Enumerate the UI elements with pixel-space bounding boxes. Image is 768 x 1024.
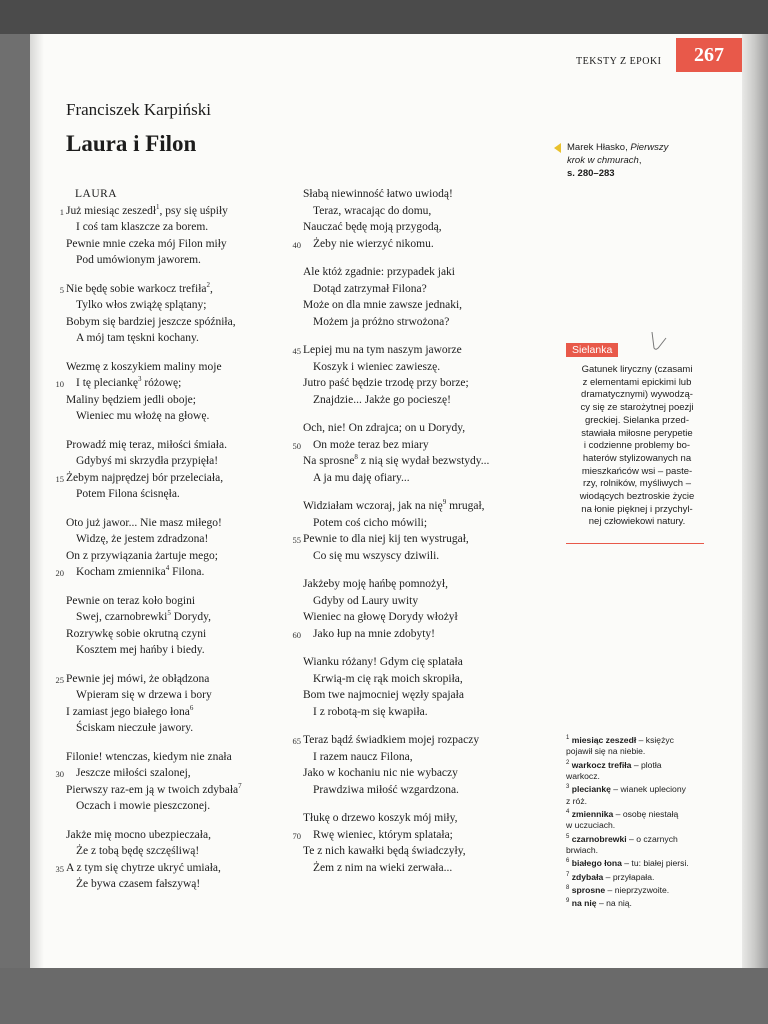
line-text: Już miesiąc zeszedł	[66, 204, 157, 217]
line-text: Jeszcze miłości szalonej,	[76, 767, 191, 779]
footnote-number: 1	[566, 735, 570, 741]
line-text: I zamiast jego białego łona	[66, 705, 190, 718]
stanza	[303, 264, 553, 330]
line-text: Prawdziwa miłość wzgardzona.	[313, 783, 459, 796]
poem-line	[303, 515, 553, 532]
poem-line	[66, 782, 306, 799]
footnote-continuation: pojawił się na niebie.	[566, 746, 646, 757]
poem-line	[66, 330, 306, 347]
footnote-term: pleciankę	[569, 784, 611, 795]
line-text: Wieniec mu włożę na głowę.	[76, 410, 210, 422]
definition-line: wiodących beztroskie życie	[579, 491, 695, 503]
footnote-definition: – przyłapała.	[603, 871, 655, 882]
poem-line	[55, 375, 306, 392]
poem-line	[303, 704, 553, 721]
poem-line	[303, 576, 553, 593]
stanza	[55, 359, 306, 425]
line-text: Jako łup na mnie zdobyty!	[313, 627, 436, 640]
line-text: Lepiej mu na tym naszym jaworze	[303, 344, 462, 356]
footnote	[566, 856, 716, 869]
footnote-ref: 4	[165, 564, 170, 573]
running-head: TEKSTY Z EPOKI	[576, 56, 662, 67]
line-text: Na sprosne	[303, 455, 355, 467]
page-edge	[742, 34, 768, 968]
line-text: Gdybyś mi skrzydła przypięła!	[76, 455, 219, 467]
line-text: Pod umówionym jaworem.	[76, 254, 201, 266]
poem-line	[66, 593, 306, 610]
line-text: Słabą niewinność łatwo uwiodą!	[303, 188, 453, 200]
line-text: A z tym się chytrze ukryć umiała,	[66, 861, 221, 874]
line-text: Co się mu wszyscy dziwili.	[313, 549, 440, 562]
footnote-definition: – nieprzyzwoite.	[605, 884, 670, 895]
footnote-term: czarnobrewki	[569, 833, 627, 844]
line-text: Pewnie on teraz koło bogini	[66, 594, 196, 607]
line-text-rest: ,	[210, 282, 213, 295]
line-text-rest: różowę;	[141, 377, 182, 389]
line-text-rest: z nią się wydał bezwstydy...	[357, 455, 490, 467]
footnote-definition: – księżyc	[636, 734, 674, 745]
line-text: Kosztem mej hańby i biedy.	[76, 644, 205, 656]
poem-line	[66, 548, 306, 565]
footnote	[566, 896, 716, 909]
footnote-term: na nię	[569, 898, 597, 909]
poem-line	[292, 626, 553, 643]
line-number: 40	[292, 239, 301, 250]
definition-line: Gatunek liryczny (czasami	[581, 364, 693, 375]
poem-line	[59, 280, 306, 298]
line-text: Bobym się bardziej jeszcze spóźniła,	[66, 315, 236, 328]
footnote-continuation: z róż.	[566, 795, 588, 806]
stanza	[59, 202, 306, 269]
line-text: I z robotą-m się kwapiła.	[313, 705, 428, 718]
author-name: Franciszek Karpiński	[66, 100, 211, 119]
line-text: Wieniec na głowę Dorydy włożył	[303, 611, 458, 623]
poem-line	[66, 486, 306, 503]
poem-line	[66, 236, 306, 253]
stanza	[55, 437, 306, 503]
poem-line	[66, 437, 306, 454]
footnote-ref: 2	[206, 280, 210, 289]
footnote-number: 9	[566, 898, 570, 905]
line-number: 15	[55, 473, 64, 484]
poem-line	[55, 470, 306, 487]
poem-line	[66, 408, 306, 425]
poem-line	[66, 720, 306, 737]
line-text: Bom twe najmocniej węzły spajała	[303, 689, 464, 701]
line-number: 1	[59, 206, 64, 217]
footnote-term: białego łona	[569, 858, 622, 869]
footnote-definition: – o czarnych	[626, 833, 678, 844]
line-text: Żebym najprędzej bór przeleciała,	[66, 471, 224, 484]
poem-column-left	[55, 186, 306, 905]
line-text: Że bywa czasem fałszywą!	[76, 878, 201, 890]
definition-line: z elementami epickimi lub	[582, 376, 692, 388]
definition-line: greckiej. Sielanka przed-	[584, 414, 690, 426]
line-text: Żem z nim na wieki zerwała...	[313, 861, 453, 874]
speaker-name: LAURA	[75, 188, 118, 200]
poem-line	[66, 843, 306, 860]
line-number: 50	[292, 440, 301, 451]
poem-line	[66, 219, 306, 236]
line-text: Oto już jawor... Nie masz miłego!	[66, 516, 222, 529]
line-text: Nauczać będę moją przygodą,	[303, 221, 442, 233]
stanza	[292, 576, 553, 642]
definition-line: stawiała miłosne perypetie	[581, 427, 693, 439]
poem-line	[292, 827, 553, 844]
cross-reference	[567, 141, 717, 180]
line-text: Dotąd zatrzymał Filona?	[313, 282, 427, 295]
line-text: Wianku różany! Gdym cię splatała	[303, 656, 463, 668]
poem-line	[66, 609, 306, 626]
poem-line	[66, 297, 306, 314]
poem-column-middle	[292, 186, 553, 888]
line-text-rest: Filona.	[169, 566, 205, 578]
poem-line	[303, 186, 553, 203]
poem-line	[303, 420, 553, 437]
line-text-rest: Dorydy,	[170, 611, 211, 623]
poem-line	[303, 281, 553, 298]
line-number: 30	[55, 769, 64, 779]
footnote	[566, 883, 716, 896]
poem-line	[66, 531, 306, 548]
line-text: Prowadź mię teraz, miłości śmiała.	[66, 438, 227, 451]
line-text: I razem naucz Filona,	[313, 750, 413, 763]
footnote-number: 8	[566, 884, 570, 891]
footnote-definition: – na nią.	[596, 898, 632, 909]
poem-line	[66, 798, 306, 815]
poem-line	[292, 732, 553, 749]
stanza	[55, 515, 306, 581]
definition-text	[572, 364, 702, 529]
line-number: 20	[55, 568, 64, 578]
footnote-term: zdybała	[569, 871, 604, 882]
footnote	[566, 733, 716, 746]
poem-line	[66, 392, 306, 409]
line-text: Żeby nie wierzyć nikomu.	[313, 237, 434, 250]
poem-line	[303, 498, 553, 515]
poem-line	[303, 860, 553, 877]
line-text: A ja mu daję ofiary...	[313, 471, 410, 484]
poem-line	[303, 671, 553, 688]
poem-line	[55, 765, 306, 782]
footnote	[566, 832, 716, 845]
footnote-number: 7	[566, 871, 570, 878]
footnote-number: 3	[566, 784, 570, 791]
line-text: Jako w kochaniu nic nie wybaczy	[303, 767, 458, 779]
line-text: Jakże mię mocno ubezpieczała,	[66, 828, 211, 841]
pencil-mark-icon	[650, 330, 668, 352]
scan-background-bottom	[0, 968, 768, 1024]
poem-line	[66, 704, 306, 721]
poem-line	[66, 626, 306, 643]
footnotes	[566, 733, 716, 909]
line-text: Krwią-m cię rąk moich skropiła,	[313, 672, 463, 685]
line-number: 5	[59, 284, 64, 295]
poem-line	[303, 392, 553, 409]
line-text: Pewnie mnie czeka mój Filon miły	[66, 237, 227, 250]
line-text: Widziałam wczoraj, jak na nię	[303, 500, 443, 512]
poem-line	[292, 531, 553, 548]
line-text: Oczach i mowie pieszczonej.	[76, 800, 211, 812]
line-text: Gdyby od Laury uwity	[313, 594, 419, 607]
definition-line: cy się ze starożytnej poezji	[580, 402, 694, 414]
line-text: Pierwszy raz-em ją w twoich zdybała	[66, 783, 239, 796]
line-text-rest: mrugał,	[446, 500, 485, 512]
line-number: 45	[292, 346, 301, 356]
footnote-continuation: w uczuciach.	[566, 820, 616, 831]
footnote-ref: 1	[156, 202, 160, 211]
poem-line	[303, 687, 553, 704]
reference-comma: ,	[638, 155, 642, 166]
poem-line	[303, 297, 553, 314]
line-text: Jutro paść będzie trzodę przy borze;	[303, 377, 469, 389]
footnote-term: miesiąc zeszedł	[569, 734, 637, 745]
line-text: On z przywiązania żartuje mego;	[66, 549, 218, 562]
definition-rule	[566, 543, 704, 544]
page-gutter-shadow	[30, 34, 44, 968]
stanza	[292, 420, 553, 486]
footnote-term: zmiennika	[569, 808, 614, 819]
poem-line	[303, 264, 553, 281]
line-text-rest: , psy się uśpiły	[159, 204, 228, 217]
line-text: Swej, czarnobrewki	[76, 611, 168, 623]
line-text: Rozrywkę sobie okrutną czyni	[66, 627, 207, 640]
reference-author: Marek Hłasko,	[567, 142, 628, 153]
poem-line	[66, 453, 306, 470]
poem-title: Laura i Filon	[66, 131, 197, 156]
line-text: Pewnie jej mówi, że obłądzona	[66, 672, 210, 685]
definition-line: haterów stylizowanych na	[582, 452, 692, 464]
definition-line: i codzienne problemy bo-	[583, 440, 691, 452]
reference-work-1: Pierwszy	[630, 142, 669, 153]
footnote-definition: – plotła	[631, 759, 662, 770]
reference-pages: s. 280–283	[567, 168, 615, 179]
line-text: Tłukę o drzewo koszyk mój miły,	[303, 812, 458, 824]
line-text: Maliny będziem jedli oboje;	[66, 393, 196, 406]
line-text: A mój tam tęskni kochany.	[76, 332, 199, 344]
poem-line	[66, 876, 306, 893]
line-text: Pewnie to dla niej kij ten wystrugał,	[303, 533, 469, 545]
poem-line	[66, 359, 306, 376]
line-text: Och, nie! On zdrajca; on u Dorydy,	[303, 422, 466, 434]
footnote-definition: – tu: białej piersi.	[621, 858, 689, 869]
line-text: Nie będę sobie warkocz trefiła	[66, 282, 207, 295]
footnote-term: warkocz trefiła	[569, 759, 632, 770]
stanza	[59, 280, 306, 347]
footnote-ref: 3	[137, 375, 142, 384]
line-text: Ale któż zgadnie: przypadek jaki	[303, 266, 455, 278]
line-text: Kocham zmiennika	[76, 566, 166, 578]
stanza	[55, 671, 306, 737]
line-number: 10	[55, 379, 64, 389]
line-text: Ściskam nieczułe jawory.	[76, 722, 194, 734]
footnote-ref: 6	[189, 703, 194, 712]
poem-line	[303, 314, 553, 331]
footnote	[566, 870, 716, 883]
page-number-badge: 267	[676, 38, 742, 72]
stanza	[292, 342, 553, 408]
poem-line	[303, 782, 553, 799]
definition-line: dramatycznymi) wywodzą-	[581, 389, 693, 401]
footnote-continuation: warkocz.	[566, 770, 600, 781]
line-number: 70	[292, 830, 301, 841]
line-number: 25	[55, 674, 64, 685]
line-text: Koszyk i wieniec zawieszę.	[313, 360, 441, 373]
footnote-number: 6	[566, 858, 570, 865]
reference-work-2: krok w chmurach	[567, 155, 639, 166]
poem-line	[303, 375, 553, 392]
line-text: Teraz, wracając do domu,	[313, 204, 432, 217]
arrow-left-icon	[554, 143, 561, 153]
line-text: Wpieram się w drzewa i bory	[76, 689, 212, 701]
line-text: Potem Filona ścisnęła.	[76, 488, 180, 500]
poem-line	[66, 827, 306, 844]
stanza	[292, 498, 553, 564]
poem-line	[66, 515, 306, 532]
footnote-ref: 5	[167, 609, 171, 618]
line-text: Możem ja próżno strwożona?	[313, 315, 450, 328]
scan-background-top	[0, 0, 768, 34]
line-number: 35	[55, 863, 64, 874]
poem-line	[66, 314, 306, 331]
line-text: Potem coś cicho mówili;	[313, 516, 428, 529]
poem-line	[66, 642, 306, 659]
poem-line	[59, 202, 306, 220]
poem-line	[303, 810, 553, 827]
footnote-ref: 8	[354, 453, 358, 462]
definition-line: mieszkańców wsi – paste-	[581, 465, 693, 477]
poem-line	[66, 749, 306, 766]
footnote-term: sprosne	[569, 884, 606, 895]
line-text: Rwę wieniec, którym splatała;	[313, 828, 453, 841]
stanza	[292, 732, 553, 798]
definition-label: Sielanka	[566, 343, 618, 357]
poem-line	[303, 843, 553, 860]
poem-line	[303, 470, 553, 487]
line-text: Wezmę z koszykiem maliny moje	[66, 360, 222, 373]
footnote-ref: 9	[442, 498, 447, 507]
footnote-number: 2	[566, 759, 570, 766]
footnote	[566, 758, 716, 771]
footnote	[566, 782, 716, 795]
footnote-definition: – wianek upleciony	[610, 784, 686, 795]
poem-line	[303, 593, 553, 610]
stanza	[292, 810, 553, 876]
footnote-number: 4	[566, 809, 570, 816]
line-text: On może teraz bez miary	[313, 438, 429, 451]
poem-line	[292, 437, 553, 454]
footnote	[566, 807, 716, 820]
poem-line	[303, 359, 553, 376]
poem-line	[55, 860, 306, 877]
poem-line	[303, 453, 553, 470]
stanza	[292, 186, 553, 252]
poem-line	[303, 203, 553, 220]
line-text: Znajdzie... Jakże go pocieszę!	[313, 393, 451, 406]
line-text: Jakżeby moję hańbę pomnożył,	[303, 578, 448, 590]
line-text: Może on dla mnie zawsze jednaki,	[303, 299, 463, 311]
poem-line	[55, 671, 306, 688]
poem-line	[303, 654, 553, 671]
poem-line	[66, 687, 306, 704]
line-text: Te z nich kawałki będą świadczyły,	[303, 845, 466, 857]
stanza	[66, 593, 306, 659]
poem-line	[303, 548, 553, 565]
poem-line	[303, 609, 553, 626]
line-text: I tę pleciankę	[76, 377, 138, 389]
poem-line	[303, 219, 553, 236]
line-text: Widzę, że jestem zdradzona!	[76, 533, 209, 545]
stanza	[303, 654, 553, 720]
definition-line: na łonie pięknej i przychyl-	[581, 503, 693, 515]
line-text: I coś tam klaszcze za borem.	[76, 221, 209, 233]
poem-line	[303, 749, 553, 766]
line-text: Teraz bądź świadkiem mojej rozpaczy	[303, 734, 480, 746]
poem-line	[55, 564, 306, 581]
line-number: 65	[292, 736, 301, 746]
poem-line	[292, 236, 553, 253]
footnote-ref: 7	[238, 781, 242, 790]
line-text: Filonie! wtenczas, kiedym nie znała	[66, 750, 232, 763]
stanza	[55, 827, 306, 893]
line-number: 60	[292, 629, 301, 640]
line-number: 55	[292, 535, 301, 545]
line-text: Tylko włos zwiążę splątany;	[76, 299, 207, 311]
footnote-definition: – osobę niestałą	[613, 808, 679, 819]
poem-line	[66, 252, 306, 269]
footnote-continuation: brwiach.	[566, 844, 598, 855]
footnote-number: 5	[566, 833, 570, 840]
line-text: Że z tobą będę szczęśliwą!	[76, 845, 200, 857]
poem-line	[303, 765, 553, 782]
definition-line: nej człowiekowi natury.	[588, 516, 686, 528]
poem-line	[292, 342, 553, 359]
definition-line: rzy, rolników, myśliwych –	[582, 478, 692, 490]
stanza	[55, 749, 306, 815]
